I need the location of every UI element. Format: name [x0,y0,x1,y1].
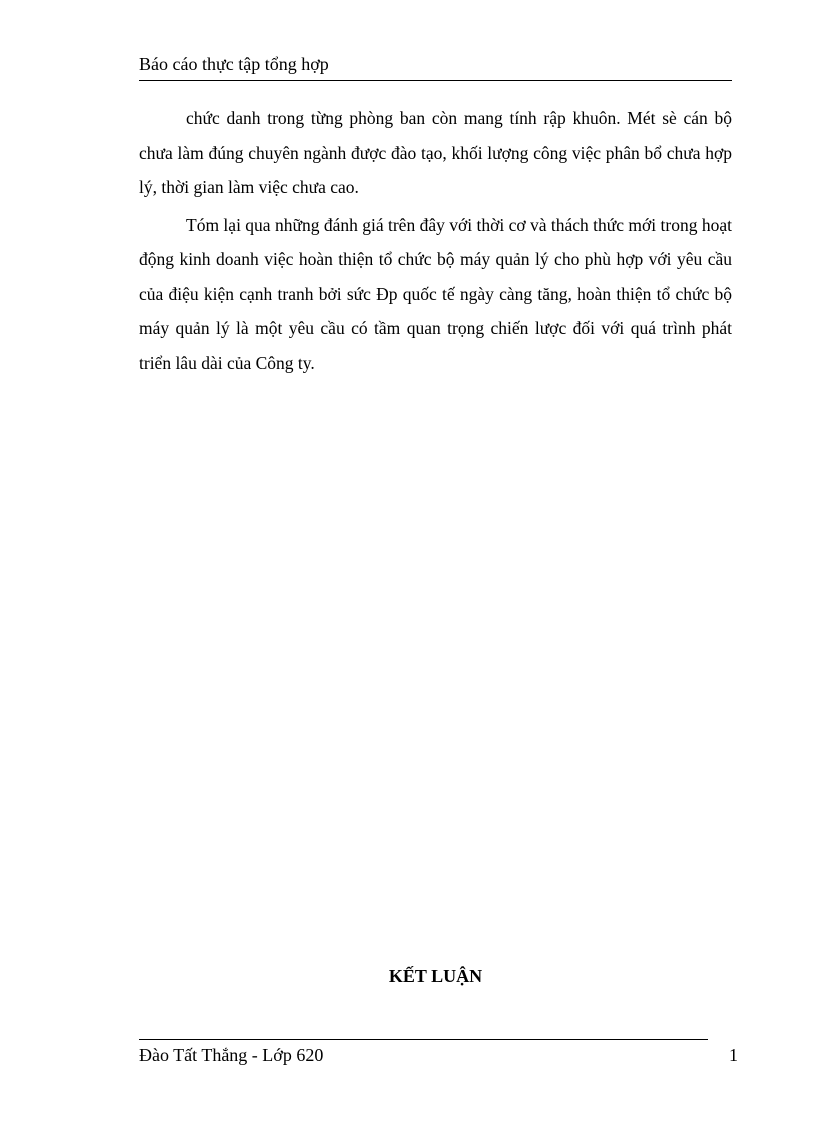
footer-divider [139,1039,708,1040]
page-number: 1 [729,1045,738,1065]
header-divider [139,80,732,81]
conclusion-heading: KẾT LUẬN [388,966,483,986]
paragraph-continuation: chức danh trong từng phòng ban còn mang tính rập khuôn. Mét sè cán bộ chưa làm đúng chuyên ngành được đào tạo, khối lượng công việc phân bổ chưa hợp lý, thời gian làm việc chưa cao. [139,108,732,197]
body-text [139,101,732,380]
running-header: Báo cáo thực tập tổng hợp [139,54,329,74]
footer-author: Đào Tất Thắng - Lớp 620 [139,1045,324,1065]
paragraph-summary: Tóm lại qua những đánh giá trên đây với thời cơ và thách thức mới trong hoạt động kinh doanh việc hoàn thiện tổ chức bộ máy quản lý cho phù hợp với yêu cầu của điệu kiện cạnh tranh bởi sức Đp quốc tế ngày càng tăng, hoàn thiện tổ chức bộ máy quản lý là một yêu cầu có tầm quan trọng chiến lược đối với quá trình phát triển lâu dài của Công ty. [139,214,732,373]
